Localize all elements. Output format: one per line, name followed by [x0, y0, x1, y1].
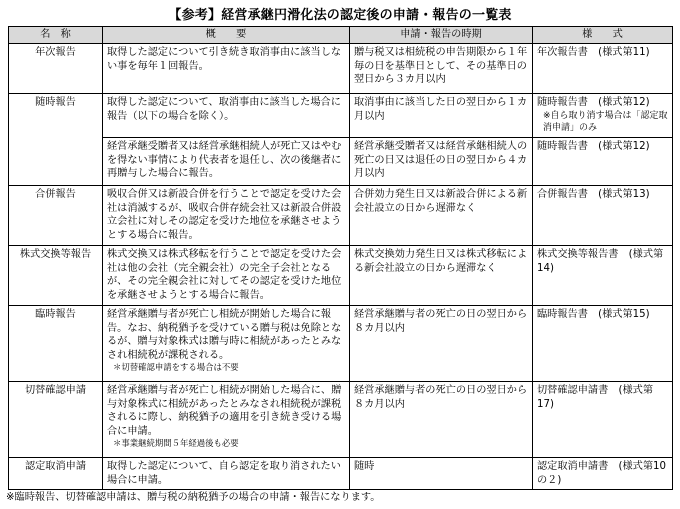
row-form: 随時報告書 (様式第12) — [533, 138, 673, 186]
row-name: 切替確認申請 — [9, 382, 103, 458]
row-form: 合併報告書 (様式第13) — [533, 186, 673, 246]
table-row — [9, 94, 673, 138]
table-row — [9, 246, 673, 306]
row-name: 臨時報告 — [9, 306, 103, 382]
row-timing: 株式交換効力発生日又は株式移転による新会社設立の日から遅滞なく — [350, 246, 533, 306]
row-name: 認定取消申請 — [9, 458, 103, 490]
header-overview: 概 要 — [103, 27, 350, 44]
row-form-label: 随時報告書 (様式第12) — [537, 97, 650, 108]
row-form: 切替確認申請書 (様式第17) — [533, 382, 673, 458]
row-name: 年次報告 — [9, 44, 103, 94]
row-overview: 吸収合併又は新設合併を行うことで認定を受けた会社は消滅するが、吸収合併存続会社又は新設合併設立会社に対しその認定を受けた地位を承継させようとする場合に報告。 — [103, 186, 350, 246]
table-row — [9, 44, 673, 94]
row-form: 臨時報告書 (様式第15) — [533, 306, 673, 382]
row-overview: 取得した認定について、自ら認定を取り消されたい場合に申請。 — [103, 458, 350, 490]
row-form: 株式交換等報告書 (様式第14) — [533, 246, 673, 306]
row-timing: 経営承継受贈者又は経営承継相続人の死亡の日又は退任の日の翌日から４カ月以内 — [350, 138, 533, 186]
row-overview — [103, 382, 350, 458]
header-form: 様 式 — [533, 27, 673, 44]
row-overview: 取得した認定について、取消事由に該当した場合に報告（以下の場合を除く）。 — [103, 94, 350, 138]
header-name: 名 称 — [9, 27, 103, 44]
table-row — [9, 458, 673, 490]
row-overview-text: 経営承継贈与者が死亡し相続が開始した場合に、贈与対象株式に相続があったとみなされ相続税が課税されるに際し、納税猶予の適用を引き続き受ける場合に申請。 — [107, 385, 342, 437]
row-timing: 経営承継贈与者の死亡の日の翌日から８カ月以内 — [350, 382, 533, 458]
row-timing: 贈与税又は相続税の申告期限から１年毎の日を基準日として、その基準日の翌日から３カ月以内 — [350, 44, 533, 94]
row-form: 認定取消申請書 (様式第10の２) — [533, 458, 673, 490]
row-overview: 経営承継受贈者又は経営承継相続人が死亡又はやむを得ない事情により代表者を退任し、次の後継者に再贈与した場合に報告。 — [103, 138, 350, 186]
table-row — [9, 382, 673, 458]
row-name: 株式交換等報告 — [9, 246, 103, 306]
row-name: 随時報告 — [9, 94, 103, 186]
row-form: 年次報告書 (様式第11) — [533, 44, 673, 94]
row-overview-note: ＊切替確認申請をする場合は不要 — [113, 362, 239, 372]
row-overview: 株式交換又は株式移転を行うことで認定を受けた会社は他の会社（完全親会社）の完全子会社となるが、その完全親会社に対してその認定を受けた地位を承継させようとする場合に報告。 — [103, 246, 350, 306]
header-timing: 申請・報告の時期 — [350, 27, 533, 44]
table-row — [9, 186, 673, 246]
row-overview-note: ＊事業継続期間５年経過後も必要 — [113, 438, 239, 448]
row-overview-text: 経営承継贈与者が死亡し相続が開始した場合に報告。なお、納税猶予を受けている贈与税は免除となるが、贈与対象株式は贈与時に相続があったとみなされ相続税が課税される。 — [107, 309, 342, 361]
table-row — [9, 138, 673, 186]
row-form-note: ※自ら取り消す場合は「認定取消申請」のみ — [543, 110, 668, 133]
table-header-row — [9, 27, 673, 44]
table-row — [9, 306, 673, 382]
row-timing: 取消事由に該当した日の翌日から１カ月以内 — [350, 94, 533, 138]
row-form — [533, 94, 673, 138]
report-table — [8, 26, 673, 490]
row-timing: 随時 — [350, 458, 533, 490]
row-timing: 経営承継贈与者の死亡の日の翌日から８カ月以内 — [350, 306, 533, 382]
page-title: 【参考】経営承継円滑化法の認定後の申請・報告の一覧表 — [168, 8, 512, 23]
row-overview — [103, 306, 350, 382]
row-name: 合併報告 — [9, 186, 103, 246]
row-overview: 取得した認定について引き続き取消事由に該当しない事を毎年１回報告。 — [103, 44, 350, 94]
footnote: ※臨時報告、切替確認申請は、贈与税の納税猶予の場合の申請・報告になります。 — [6, 492, 381, 503]
row-timing: 合併効力発生日又は新設合併による新会社設立の日から遅滞なく — [350, 186, 533, 246]
